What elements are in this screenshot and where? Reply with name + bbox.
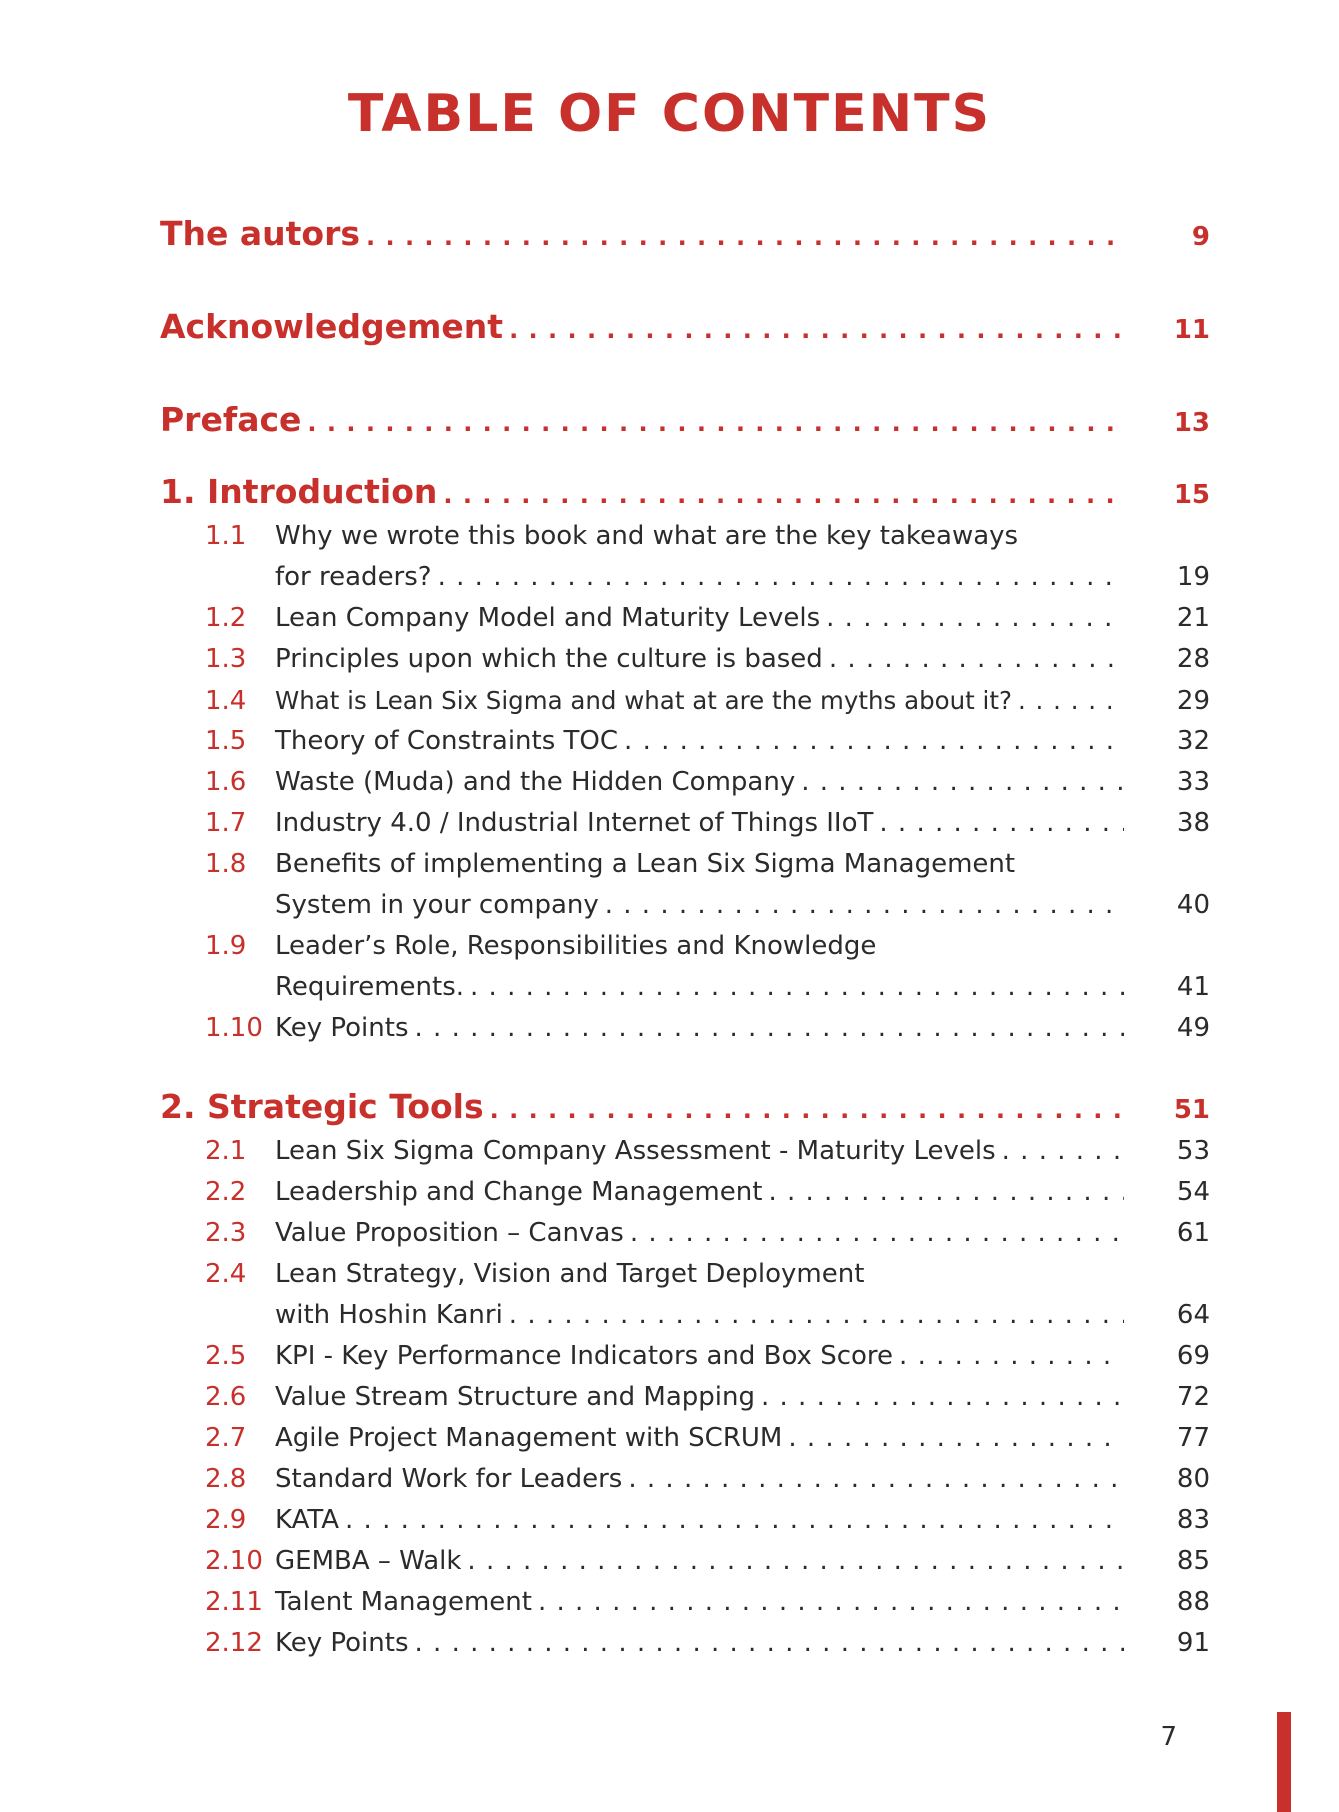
section-title: Industry 4.0 / Industrial Internet of Things IIoT	[275, 808, 874, 838]
section-number: 2.1	[205, 1136, 247, 1166]
toc-chapter-label: 1. Introduction	[160, 472, 438, 511]
toc-chapter-1[interactable]	[160, 468, 1210, 516]
toc-page-number: 19	[1176, 562, 1210, 592]
section-title: Value Stream Structure and Mapping	[275, 1382, 755, 1412]
toc-page-number: 9	[1191, 222, 1210, 252]
toc-page-number: 41	[1176, 972, 1210, 1002]
section-title: Waste (Muda) and the Hidden Company	[275, 767, 796, 797]
section-number: 1.4	[205, 686, 247, 716]
toc-page-number: 11	[1173, 315, 1210, 345]
toc-section-1-4[interactable]	[160, 680, 1210, 721]
leader-dots	[624, 721, 1124, 762]
toc-page-number: 21	[1176, 603, 1210, 633]
section-title: Value Proposition – Canvas	[275, 1218, 624, 1248]
section-number: 2.10	[205, 1546, 263, 1576]
toc-section-1-7[interactable]	[160, 803, 1210, 844]
section-number: 2.12	[205, 1628, 263, 1658]
toc-chapter-2[interactable]	[160, 1083, 1210, 1131]
toc-section-2-8[interactable]	[160, 1459, 1210, 1500]
leader-dots	[761, 1377, 1124, 1418]
section-number: 2.8	[205, 1464, 247, 1494]
section-title: Benefits of implementing a Lean Six Sigma Management	[275, 849, 1016, 879]
toc-chapter-label: 2. Strategic Tools	[160, 1087, 484, 1126]
leader-dots	[415, 1008, 1124, 1049]
section-title: Talent Management	[275, 1587, 532, 1617]
section-title: Theory of Constraints TOC	[275, 726, 619, 756]
toc-page-number: 33	[1176, 767, 1210, 797]
section-title: Key Points	[275, 1013, 409, 1043]
section-number: 2.2	[205, 1177, 247, 1207]
section-number: 2.4	[205, 1259, 247, 1289]
section-title: Leadership and Change Management	[275, 1177, 763, 1207]
leader-dots	[415, 1623, 1124, 1664]
leader-dots	[307, 399, 1124, 447]
toc-section-2-2[interactable]	[160, 1172, 1210, 1213]
toc-entry-preface[interactable]	[160, 396, 1210, 444]
section-title-cont: with Hoshin Kanri	[275, 1300, 503, 1330]
leader-dots	[829, 639, 1124, 680]
section-title: Lean Strategy, Vision and Target Deployment	[275, 1259, 865, 1289]
toc-section-1-1-cont[interactable]	[160, 557, 1210, 598]
section-title: Why we wrote this book and what are the key takeaways	[275, 521, 1019, 551]
leader-dots	[490, 1086, 1124, 1134]
page-title: TABLE OF CONTENTS	[347, 84, 992, 144]
section-number: 2.9	[205, 1505, 247, 1535]
toc-page-number: 29	[1176, 686, 1210, 716]
toc-page-number: 38	[1176, 808, 1210, 838]
toc-page-number: 77	[1176, 1423, 1210, 1453]
section-number: 1.9	[205, 931, 247, 961]
section-title: GEMBA – Walk	[275, 1546, 462, 1576]
section-number: 2.6	[205, 1382, 247, 1412]
toc-entry-label: Acknowledgement	[160, 307, 504, 346]
section-title-cont: for readers?	[275, 562, 432, 592]
toc-page-number: 64	[1176, 1300, 1210, 1330]
toc-section-1-3[interactable]	[160, 639, 1210, 680]
leader-dots	[1018, 680, 1124, 721]
toc-section-2-12[interactable]	[160, 1623, 1210, 1664]
section-number: 2.3	[205, 1218, 247, 1248]
section-number: 1.7	[205, 808, 247, 838]
leader-dots	[788, 1418, 1124, 1459]
leader-dots	[470, 967, 1124, 1008]
section-title: KPI - Key Performance Indicators and Box Score	[275, 1341, 894, 1371]
section-title: Key Points	[275, 1628, 409, 1658]
toc-section-2-11[interactable]	[160, 1582, 1210, 1623]
section-number: 2.7	[205, 1423, 247, 1453]
toc-entry-label: The autors	[160, 214, 360, 253]
leader-dots	[605, 885, 1124, 926]
section-title: Agile Project Management with SCRUM	[275, 1423, 783, 1453]
toc-section-2-7[interactable]	[160, 1418, 1210, 1459]
toc-section-1-9[interactable]	[160, 926, 1210, 967]
section-number: 1.2	[205, 603, 247, 633]
leader-dots	[1002, 1131, 1124, 1172]
toc-page-number: 28	[1176, 644, 1210, 674]
page-number: 7	[1160, 1722, 1177, 1752]
section-number: 1.8	[205, 849, 247, 879]
toc-page-number: 69	[1176, 1341, 1210, 1371]
toc-entry-acknowledgement[interactable]	[160, 303, 1210, 351]
toc-page-number: 91	[1176, 1628, 1210, 1658]
section-number: 2.11	[205, 1587, 263, 1617]
leader-dots	[366, 213, 1124, 261]
toc-entry-label: Preface	[160, 400, 302, 439]
toc-page-number: 85	[1176, 1546, 1210, 1576]
leader-dots	[509, 1295, 1124, 1336]
toc-section-2-3[interactable]	[160, 1213, 1210, 1254]
section-number: 1.3	[205, 644, 247, 674]
leader-dots	[345, 1500, 1124, 1541]
toc-page-number: 32	[1176, 726, 1210, 756]
section-title: Standard Work for Leaders	[275, 1464, 623, 1494]
leader-dots	[768, 1172, 1124, 1213]
section-title: Leader’s Role, Responsibilities and Knowledge	[275, 931, 877, 961]
toc-page-number: 49	[1176, 1013, 1210, 1043]
section-title: Principles upon which the culture is based	[275, 644, 823, 674]
leader-dots	[628, 1459, 1124, 1500]
leader-dots	[467, 1541, 1124, 1582]
toc-page-number: 83	[1176, 1505, 1210, 1535]
section-number: 1.10	[205, 1013, 263, 1043]
toc-section-1-8[interactable]	[160, 844, 1210, 885]
toc-page-number: 88	[1176, 1587, 1210, 1617]
section-number: 1.5	[205, 726, 247, 756]
section-title: KATA	[275, 1505, 340, 1535]
section-title-cont: System in your company	[275, 890, 599, 920]
toc-page-number: 40	[1176, 890, 1210, 920]
toc-section-2-9[interactable]	[160, 1500, 1210, 1541]
toc-section-1-2[interactable]	[160, 598, 1210, 639]
section-title-cont: Requirements.	[275, 972, 465, 1002]
leader-dots	[826, 598, 1124, 639]
section-number: 1.1	[205, 521, 247, 551]
table-of-contents	[160, 210, 1210, 1664]
toc-section-1-6[interactable]	[160, 762, 1210, 803]
leader-dots	[438, 557, 1124, 598]
toc-page-number: 54	[1176, 1177, 1210, 1207]
toc-page-number: 72	[1176, 1382, 1210, 1412]
leader-dots	[899, 1336, 1124, 1377]
page-edge-marker	[1277, 1712, 1291, 1812]
toc-section-1-9-cont[interactable]	[160, 967, 1210, 1008]
toc-section-2-4-cont[interactable]	[160, 1295, 1210, 1336]
section-title: Lean Six Sigma Company Assessment - Maturity Levels	[275, 1136, 996, 1166]
toc-section-2-10[interactable]	[160, 1541, 1210, 1582]
leader-dots	[443, 471, 1124, 519]
section-number: 1.6	[205, 767, 247, 797]
toc-page-number: 15	[1173, 480, 1210, 510]
section-title: Lean Company Model and Maturity Levels	[275, 603, 821, 633]
leader-dots	[509, 306, 1124, 354]
toc-page-number: 61	[1176, 1218, 1210, 1248]
toc-section-1-1[interactable]	[160, 516, 1210, 557]
leader-dots	[879, 803, 1124, 844]
toc-section-2-5[interactable]	[160, 1336, 1210, 1377]
toc-section-2-4[interactable]	[160, 1254, 1210, 1295]
leader-dots	[538, 1582, 1124, 1623]
toc-section-1-10[interactable]	[160, 1008, 1210, 1049]
toc-page-number: 51	[1173, 1095, 1210, 1125]
leader-dots	[801, 762, 1124, 803]
toc-page-number: 53	[1176, 1136, 1210, 1166]
leader-dots	[630, 1213, 1124, 1254]
toc-page-number: 80	[1176, 1464, 1210, 1494]
toc-section-1-8-cont[interactable]	[160, 885, 1210, 926]
toc-section-2-1[interactable]	[160, 1131, 1210, 1172]
toc-entry-authors[interactable]	[160, 210, 1210, 258]
section-number: 2.5	[205, 1341, 247, 1371]
section-title: What is Lean Six Sigma and what at are the myths about it?	[275, 686, 1012, 715]
toc-page-number: 13	[1173, 408, 1210, 438]
toc-section-1-5[interactable]	[160, 721, 1210, 762]
toc-section-2-6[interactable]	[160, 1377, 1210, 1418]
